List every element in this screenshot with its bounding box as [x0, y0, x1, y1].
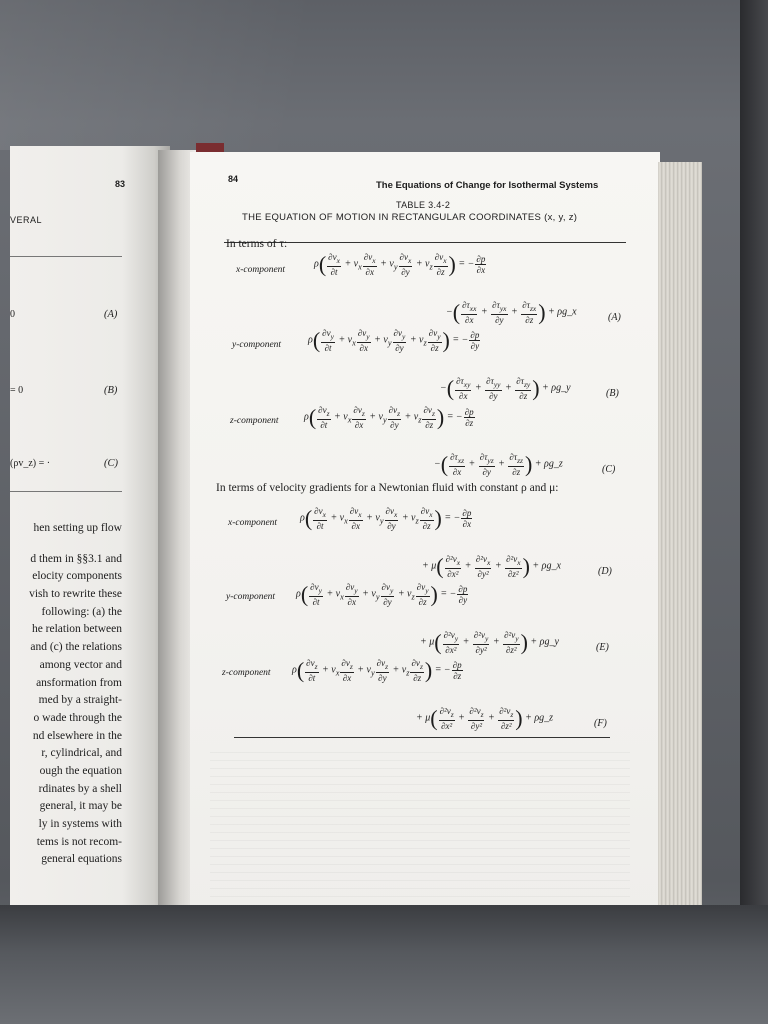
- text-line: he relation between: [31, 623, 122, 636]
- section-label-tau: In terms of τ:: [226, 238, 288, 250]
- component-label: z-component: [230, 416, 279, 426]
- running-head: The Equations of Change for Isothermal Systems: [376, 180, 599, 191]
- table-title: THE EQUATION OF MOTION IN RECTANGULAR COORDINATES (x, y, z): [242, 212, 578, 223]
- left-page-text: [10, 520, 122, 869]
- equation-d-viscous: + μ( $\frac{\partial^2v_x}{\text{∂x²}}$ + $\frac{\partial^2v_x}{\text{∂y²}}$ + $\frac{\partial^2v_x}{\text{∂z²}}$ ) + ρg_x: [422, 553, 561, 579]
- text-line: general equations: [41, 853, 122, 866]
- left-eq-b: = 0: [10, 385, 24, 396]
- text-line: hen setting up flow: [33, 522, 122, 534]
- text-line: tems is not recom-: [36, 835, 122, 848]
- equation-a-stress: −( $\frac{\partial\tau_{xx}}{\partial x}$ + $\frac{\partial\tau_{yx}}{\partial y}$ + $\frac{\partial\tau_{zx}}{\partial z}$ ) + ρg_x: [446, 299, 577, 325]
- gravity-term: + ρg_x: [532, 560, 561, 572]
- equation-tag: (C): [602, 464, 616, 475]
- text-line: med by a straight-: [38, 694, 122, 707]
- left-rule-2: [10, 491, 122, 492]
- gravity-term: + ρg_y: [530, 636, 559, 648]
- left-tag-b: (B): [104, 385, 118, 396]
- text-line: elocity components: [32, 570, 122, 583]
- equation-f-lhs: ρ( $\frac{\partial v_z}{\partial t}$ + $v_x$ $\frac{\partial v_z}{\partial x}$ + $v_y$ $\frac{\partial v_z}{\partial y}$ + $v_z$ $\frac{\partial v_z}{\partial z}$ ) = − $\frac{\partial p}{\partial z}$: [292, 657, 462, 683]
- equation-e-viscous: + μ( $\frac{\partial^2v_y}{\text{∂x²}}$ + $\frac{\partial^2v_y}{\text{∂y²}}$ + $\frac{\partial^2v_y}{\text{∂z²}}$ ) + ρg_y: [420, 629, 559, 655]
- left-eq-a: 0: [10, 309, 15, 320]
- gravity-term: + ρg_y: [542, 382, 571, 394]
- equation-tag: (D): [598, 566, 612, 577]
- background-edge: [740, 0, 768, 1024]
- right-page: [190, 152, 660, 918]
- equation-f-viscous: + μ( $\frac{\partial^2v_z}{\text{∂x²}}$ + $\frac{\partial^2v_z}{\text{∂y²}}$ + $\frac{\partial^2v_z}{\text{∂z²}}$ ) + ρg_z: [416, 705, 554, 731]
- gravity-term: + ρg_z: [534, 458, 563, 470]
- equation-c-stress: −( $\frac{\partial\tau_{xz}}{\partial x}$ + $\frac{\partial\tau_{yz}}{\partial y}$ + $\frac{\partial\tau_{zz}}{\partial z}$ ) + ρg_z: [434, 451, 563, 477]
- text-line: nd elsewhere in the: [32, 729, 122, 742]
- left-page-number: 83: [115, 179, 126, 189]
- component-label: y-component: [226, 592, 276, 602]
- table-number: TABLE 3.4-2: [396, 200, 451, 210]
- left-page-header: VERAL: [10, 215, 43, 225]
- equation-a-lhs: ρ( $\frac{\partial v_x}{\partial t}$ + $v_x$ $\frac{\partial v_x}{\partial x}$ + $v_y$ $\frac{\partial v_x}{\partial y}$ + $v_z$ $\frac{\partial v_x}{\partial z}$ ) = − $\frac{\partial p}{\partial x}$: [314, 251, 486, 277]
- left-tag-a: (A): [104, 309, 118, 320]
- section-label-velocity: In terms of velocity gradients for a Newtonian fluid with constant ρ and μ:: [216, 482, 559, 494]
- text-line: ly in systems with: [38, 818, 122, 830]
- text-line: among vector and: [39, 658, 122, 671]
- equation-tag: (F): [594, 718, 607, 729]
- equation-tag: (E): [596, 642, 609, 653]
- text-line: following: (a) the: [41, 605, 122, 618]
- component-label: x-component: [236, 265, 286, 275]
- equation-b-stress: −( $\frac{\partial\tau_{xy}}{\partial x}$ + $\frac{\partial\tau_{yy}}{\partial y}$ + $\frac{\partial\tau_{zy}}{\partial z}$ ) + ρg_y: [440, 375, 571, 401]
- left-eq-c: (ρv_z) = ·: [10, 458, 51, 469]
- left-rule: [10, 256, 122, 257]
- text-line: r, cylindrical, and: [41, 747, 122, 760]
- gravity-term: + ρg_x: [548, 306, 577, 318]
- gravity-term: + ρg_z: [525, 712, 554, 724]
- equation-tag: (A): [608, 312, 621, 323]
- text-line: ough the equation: [39, 764, 122, 777]
- equation-b-lhs: ρ( $\frac{\partial v_y}{\partial t}$ + $v_x$ $\frac{\partial v_y}{\partial x}$ + $v_y$ $\frac{\partial v_y}{\partial y}$ + $v_z$ $\frac{\partial v_y}{\partial z}$ ) = − $\frac{\partial p}{\partial y}$: [308, 327, 480, 353]
- right-page-number: 84: [228, 174, 239, 184]
- left-tag-c: (C): [104, 458, 118, 469]
- equation-e-lhs: ρ( $\frac{\partial v_y}{\partial t}$ + $v_x$ $\frac{\partial v_y}{\partial x}$ + $v_y$ $\frac{\partial v_y}{\partial y}$ + $v_z$ $\frac{\partial v_y}{\partial z}$ ) = − $\frac{\partial p}{\partial y}$: [296, 581, 468, 607]
- background-glare: [0, 0, 768, 150]
- text-line: rdinates by a shell: [38, 782, 122, 795]
- equation-tag: (B): [606, 388, 619, 399]
- text-line: and (c) the relations: [30, 641, 122, 654]
- bleed-through-text: [210, 752, 630, 902]
- text-line: ansformation from: [36, 676, 122, 689]
- text-line: general, it may be: [39, 800, 122, 813]
- component-label: z-component: [222, 668, 271, 678]
- equation-c-lhs: ρ( $\frac{\partial v_z}{\partial t}$ + $v_x$ $\frac{\partial v_z}{\partial x}$ + $v_y$ $\frac{\partial v_z}{\partial y}$ + $v_z$ $\frac{\partial v_z}{\partial z}$ ) = − $\frac{\partial p}{\partial z}$: [304, 404, 474, 430]
- equation-d-lhs: ρ( $\frac{\partial v_x}{\partial t}$ + $v_x$ $\frac{\partial v_x}{\partial x}$ + $v_y$ $\frac{\partial v_x}{\partial y}$ + $v_z$ $\frac{\partial v_x}{\partial z}$ ) = − $\frac{\partial p}{\partial x}$: [300, 505, 472, 531]
- table-rule-bottom: [234, 737, 610, 738]
- component-label: x-component: [228, 518, 278, 528]
- component-label: y-component: [232, 340, 282, 350]
- text-line: o wade through the: [33, 711, 122, 724]
- background-shadow: [0, 905, 768, 1024]
- page-block-edge: [658, 162, 702, 922]
- left-page: [10, 146, 170, 906]
- text-line: vish to rewrite these: [29, 588, 122, 601]
- text-line: d them in §§3.1 and: [30, 552, 122, 565]
